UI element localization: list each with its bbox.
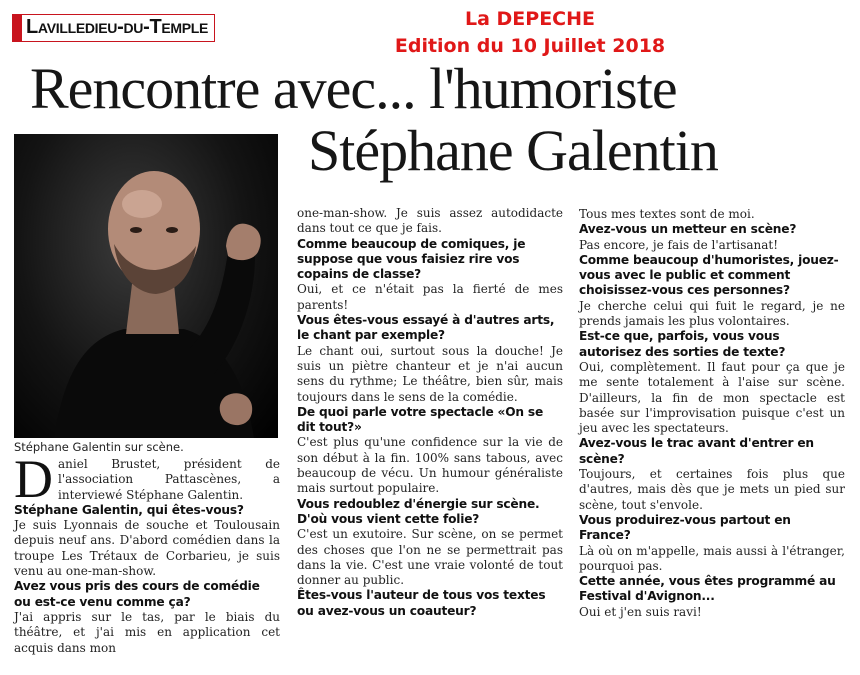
source-edition-date: Edition du 10 Juillet 2018 bbox=[394, 35, 666, 57]
article-column-1 bbox=[14, 449, 280, 656]
answer: Là où on m'appelle, mais aussi à l'étranger, pourquoi pas. bbox=[579, 543, 845, 573]
intro-paragraph bbox=[14, 449, 280, 509]
question: Êtes-vous l'auteur de tous vos textes ou avez-vous un coauteur? bbox=[297, 588, 546, 618]
question: Comme beaucoup d'humoristes, jouez-vous avec le public et comment choisissez-vous ces personnes? bbox=[579, 252, 839, 298]
answer: one-man-show. Je suis assez autodidacte dans tout ce que je fais. bbox=[297, 206, 563, 236]
source-newspaper: La DEPECHE bbox=[464, 8, 596, 30]
question: Stéphane Galentin, qui êtes-vous? bbox=[14, 502, 244, 517]
answer: Le chant oui, surtout sous la douche! Je suis un piètre chanteur et je n'ai aucun sens du rythme; Le théâtre, bien sûr, mais toujours dans le sens de la comédie. bbox=[297, 343, 563, 404]
question: Vous êtes-vous essayé à d'autres arts, le chant par exemple? bbox=[297, 313, 555, 343]
question: Comme beaucoup de comiques, je suppose que vous faisiez rire vos copains de classe? bbox=[297, 236, 526, 282]
section-label: Lavilledieu-du-Temple bbox=[26, 16, 209, 38]
question: De quoi parle votre spectacle «On se dit tout?» bbox=[297, 404, 544, 435]
answer: Pas encore, je fais de l'artisanat! bbox=[579, 237, 779, 252]
question: Cette année, vous êtes programmé au Festival d'Avignon... bbox=[579, 574, 836, 604]
question: Avez vous pris des cours de comédie ou est-ce venu comme ça? bbox=[14, 579, 260, 609]
question: Avez-vous le trac avant d'entrer en scène? bbox=[579, 436, 814, 466]
question: Est-ce que, parfois, vous vous autorisez des sorties de texte? bbox=[579, 329, 786, 359]
answer: Toujours, et certaines fois plus que d'autres, mais dès que je mets un pied sur scène, tout s'envole. bbox=[579, 467, 845, 512]
article-column-2 bbox=[297, 206, 563, 619]
article-photo bbox=[14, 134, 278, 438]
answer: J'ai appris sur le tas, par le biais du théâtre, et j'ai mis en application cet acquis dans mon bbox=[14, 609, 280, 655]
source-block bbox=[330, 6, 730, 60]
performer-silhouette bbox=[14, 134, 278, 438]
section-kicker bbox=[12, 14, 215, 42]
question: Vous produirez-vous partout en France? bbox=[579, 512, 791, 543]
answer: C'est un exutoire. Sur scène, on se permet des choses que l'on ne se permettrait pas dans la vie. C'est une vraie volonté de tout donner au public. bbox=[297, 527, 563, 588]
answer: Je cherche celui qui fuit le regard, je ne prends jamais les plus volontaires. bbox=[579, 298, 845, 329]
answer: Oui, et ce n'était pas la fierté de mes parents! bbox=[297, 282, 563, 312]
photo-caption: Stéphane Galentin sur scène. bbox=[14, 440, 184, 454]
question: Avez-vous un metteur en scène? bbox=[579, 222, 797, 237]
headline-line-1: Rencontre avec... l'humoriste bbox=[30, 56, 677, 121]
answer: Tous mes textes sont de moi. bbox=[579, 207, 755, 221]
drop-cap: D bbox=[14, 449, 53, 509]
headline-line-2: Stéphane Galentin bbox=[308, 118, 718, 183]
article-column-3 bbox=[579, 207, 845, 620]
answer: C'est plus qu'une confidence sur la vie de son début à la fin. 100% sans tabous, avec beaucoup de vécu. Un humour généraliste mais surtout populaire. bbox=[297, 435, 563, 496]
answer: Je suis Lyonnais de souche et Toulousain depuis neuf ans. D'abord comédien dans la troupe Les Trétaux de Corbarieu, je suis venu au one-man-show. bbox=[14, 518, 280, 579]
answer: Oui, complètement. Il faut pour ça que je me sente totalement à l'aise sur scène. D'ailleurs, la fin de mon spectacle est basée sur l'improvisation puisque c'est un jeu avec les spectateurs. bbox=[579, 359, 845, 436]
question: Vous redoublez d'énergie sur scène. D'où vous vient cette folie? bbox=[297, 496, 540, 526]
intro-text: aniel Brustet, président de l'association Pattascènes, a interviewé Stéphane Galentin. bbox=[58, 457, 280, 502]
answer: Oui et j'en suis ravi! bbox=[579, 604, 702, 619]
kicker-bar bbox=[13, 15, 22, 41]
